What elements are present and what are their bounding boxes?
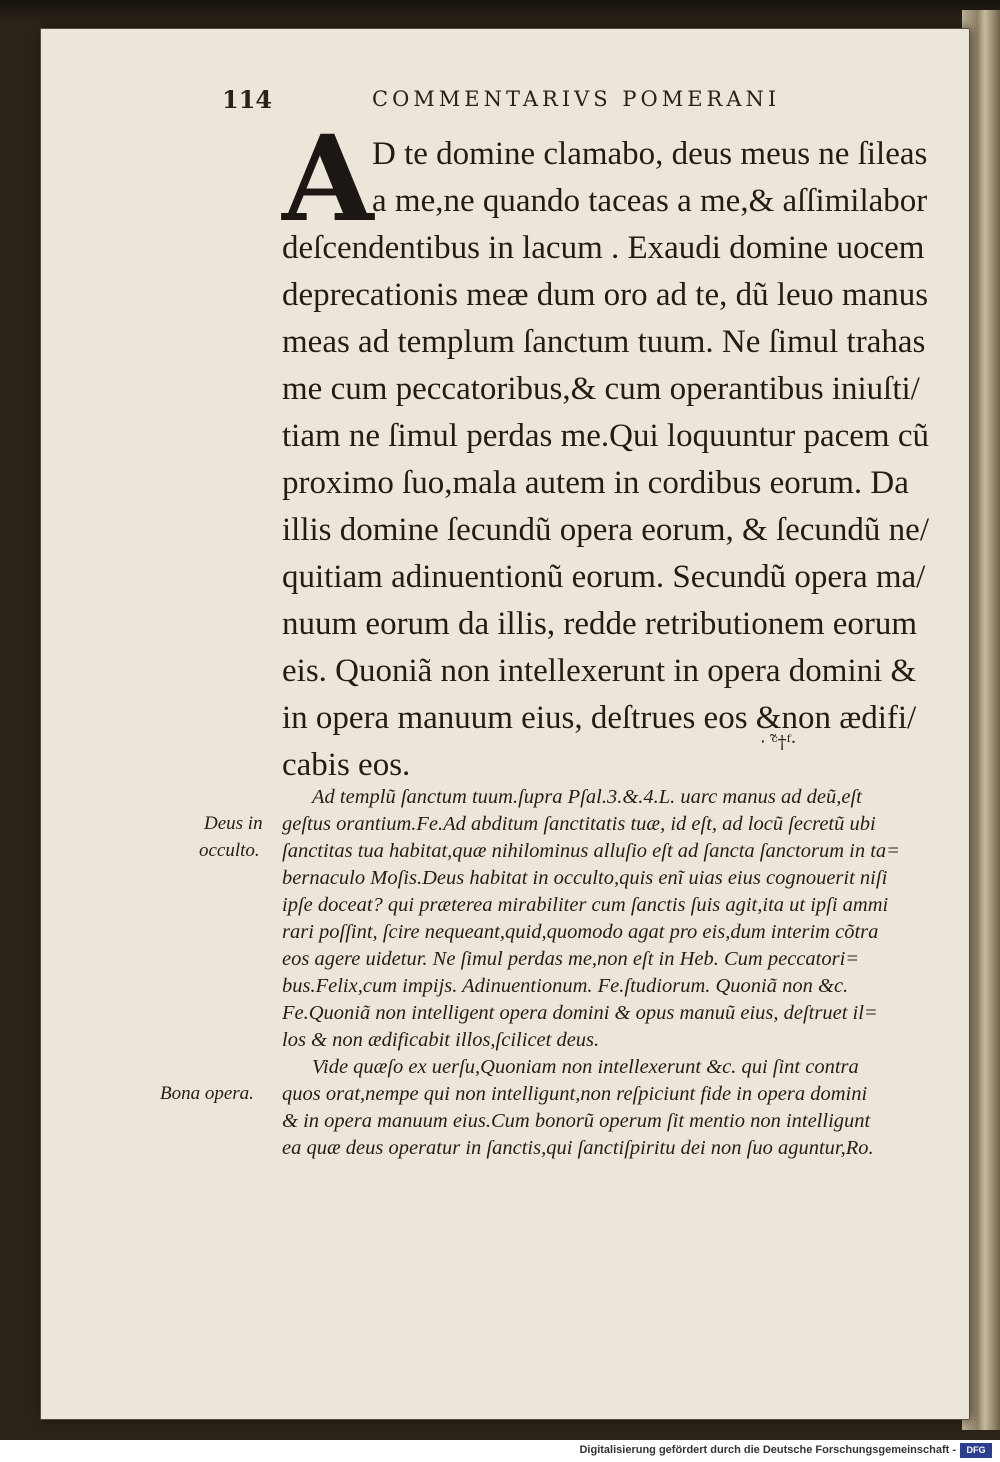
commentary-line: Vide quæſo ex uerſu,Quoniam non intellexerunt &c. qui ſint contra	[312, 1056, 859, 1078]
commentary-line: ipſe doceat? qui præterea mirabiliter cum ſanctis ſuis agit,ita ut ipſi ammi	[282, 894, 889, 916]
commentary-line: rari poſſint, ſcire nequeant,quid,quomodo agat pro eis,dum interim cõtra	[282, 921, 879, 943]
commentary-line: bus.Felix,cum impijs. Adinuentionum. Fe.ſtudiorum. Quoniã non &c.	[282, 975, 849, 997]
text-line: nuum eorum da illis, redde retributionem eorum	[282, 606, 918, 642]
text-line: me cum peccatoribus,& cum operantibus iniuſti/	[282, 371, 920, 407]
text-line: tiam ne ſimul perdas me.Qui loquuntur pacem cũ	[282, 418, 929, 454]
text-line: cabis eos.	[282, 747, 411, 783]
commentary-line: & in opera manuum eius.Cum bonorũ operum ſit mentio non intelligunt	[282, 1110, 871, 1132]
text-line: deſcendentibus in lacum . Exaudi domine uocem	[282, 230, 925, 266]
commentary-line: Ad templũ ſanctum tuum.ſupra Pſal.3.&.4.L. uarc manus ad deũ,eſt	[312, 786, 862, 808]
footer-bar	[0, 1440, 1000, 1462]
funding-credit: Digitalisierung gefördert durch die Deutsche Forschungsgemeinschaft -	[579, 1444, 956, 1456]
margin-note-occulto: occulto.	[199, 840, 260, 861]
text-line: illis domine ſecundũ opera eorum, & ſecundũ ne/	[282, 512, 929, 548]
commentary-line: geſtus orantium.Fe.Ad abditum ſanctitatis tuæ, id eſt, ad locũ ſecretũ ubi	[282, 813, 876, 835]
dfg-logo: DFG	[960, 1443, 992, 1458]
text-line: quitiam adinuentionũ eorum. Secundũ opera ma/	[282, 559, 926, 595]
commentary-line: eos agere uidetur. Ne ſimul perdas me,non eſt in Heb. Cum peccatori=	[282, 948, 860, 970]
page-number: 114	[222, 85, 273, 114]
scan-top-edge	[0, 0, 1000, 22]
commentary-line: ſanctitas tua habitat,quæ nihilominus alluſio eſt ad ſancta ſanctorum in ta=	[282, 840, 901, 862]
text-line: a me,ne quando taceas a me,& aſſimilabor	[372, 183, 928, 219]
text-line: proximo ſuo,mala autem in cordibus eorum. Da	[282, 465, 909, 501]
text-line: D te domine clamabo, deus meus ne ſileas	[372, 136, 928, 172]
commentary-line: quos orat,nempe qui non intelligunt,non reſpiciunt fide in opera domini	[282, 1083, 868, 1105]
commentary-line: Fe.Quoniã non intelligent opera domini & opus manuũ eius, deſtruet il=	[282, 1002, 878, 1024]
commentary-line: ea quæ deus operatur in ſanctis,qui ſanctiſpiritu dei non ſuo aguntur,Ro.	[282, 1137, 874, 1159]
margin-note-deus-in: Deus in	[204, 813, 263, 834]
drop-cap: A	[282, 109, 374, 248]
margin-note-bona-opera: Bona opera.	[160, 1083, 254, 1104]
text-line: in opera manuum eius, deſtrues eos &non ædifi/	[282, 700, 917, 736]
page-header	[0, 85, 1000, 115]
handwritten-mark: ‧ ᶜ̃†ᶠ·	[760, 732, 797, 753]
text-line: eis. Quoniã non intellexerunt in opera domini &	[282, 653, 917, 689]
text-line: meas ad templum ſanctum tuum. Ne ſimul trahas	[282, 324, 926, 360]
running-head: COMMENTARIVS POMERANI	[372, 87, 781, 111]
commentary-line: los & non ædificabit illos,ſcilicet deus.	[282, 1029, 600, 1051]
commentary-line: bernaculo Moſis.Deus habitat in occulto,quis enĩ uias eius cognouerit niſi	[282, 867, 888, 889]
text-line: deprecationis meæ dum oro ad te, dũ leuo manus	[282, 277, 929, 313]
